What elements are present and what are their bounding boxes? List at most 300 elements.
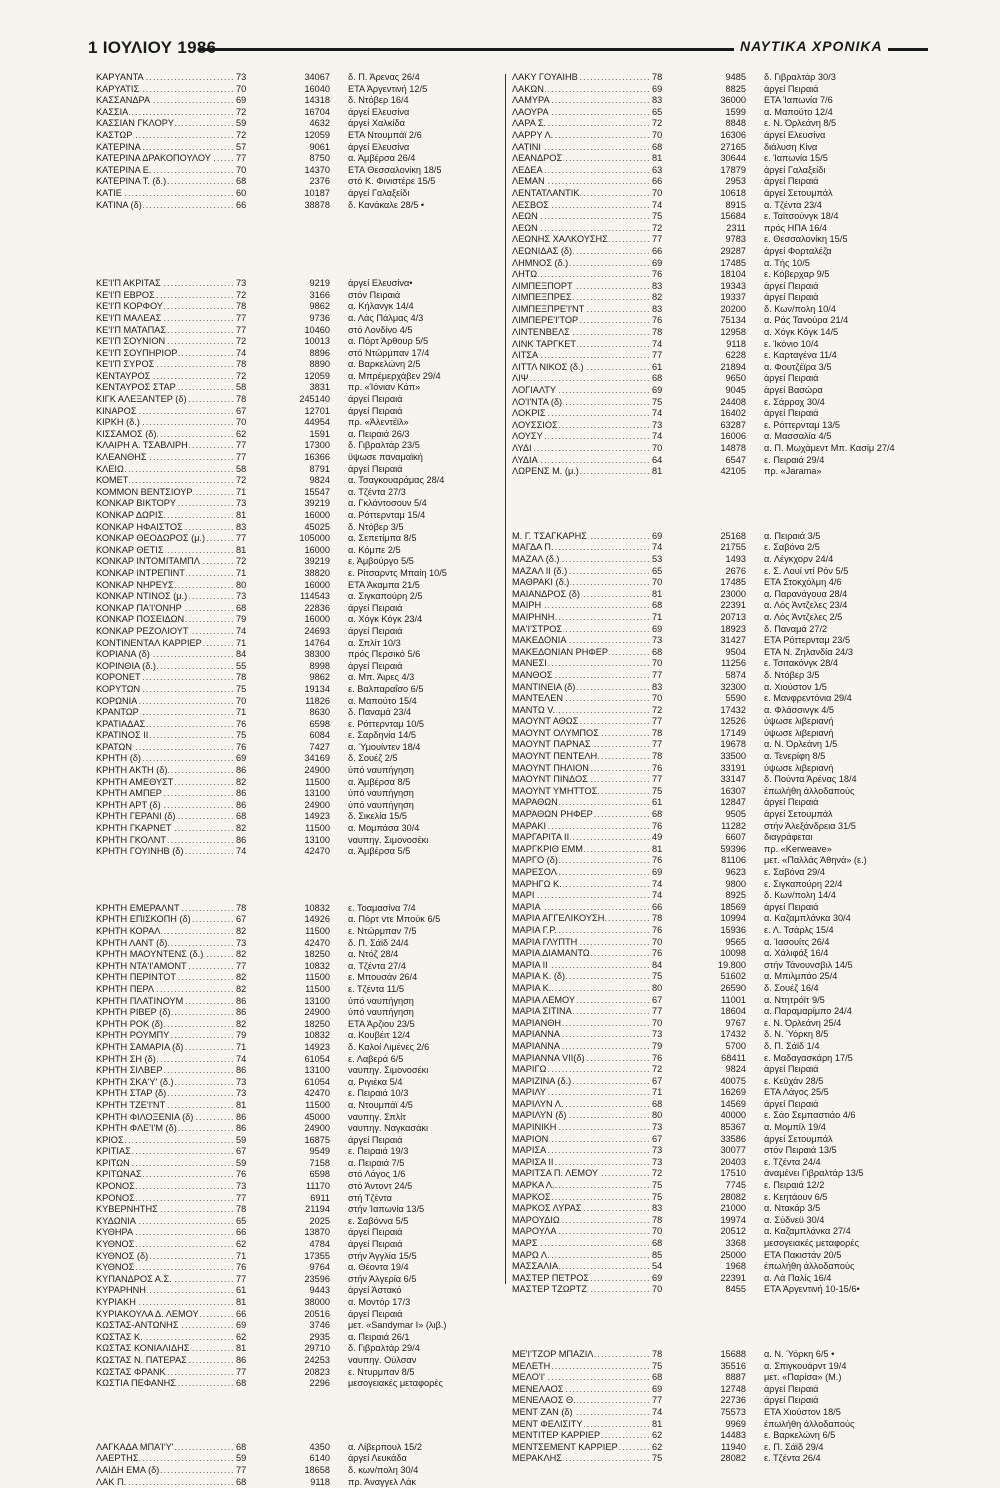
ship-status: α. Ριγιέκα 5/4 [348,1076,403,1087]
ship-year: 61 [652,361,663,372]
ship-status: α. Τής 10/5 [764,257,810,268]
ship-year: 78 [236,902,247,913]
ship-tonnage: 4350 [309,1441,330,1452]
ship-status: δ. Σουέζ 16/4 [764,982,819,993]
ship-name: ΜΑΟΥΝΤ ΟΛΥΜΠΟΣ ..... [512,728,650,740]
ship-row [96,1088,518,1100]
ship-name: ΚΡΗΤΗ ΡΟΚ (δ) ..... [96,1019,234,1031]
ship-row [96,1355,518,1367]
ship-row [512,72,934,84]
ship-status: α. Ντακάρ 3/5 [764,1203,821,1214]
ship-row [96,1378,518,1390]
ship-name: ΚΩΣΤΑΣ ΦΡΑΝΚ ..... [96,1367,234,1379]
ship-status: άργεί Σετουμπάλ [764,1133,833,1144]
ship-tonnage: 59396 [720,843,746,854]
ship-tonnage: 27165 [720,141,746,152]
ship-tonnage: 6084 [309,730,330,741]
ship-name: ΜΑΣΤΕΡ ΠΕΤΡΟΣ ..... [512,1273,650,1285]
ship-status: α. Φλάσσινγκ 4/5 [764,704,835,715]
ship-year: 78 [652,751,663,762]
ship-row [512,1087,934,1099]
ship-name: ΚΑΤΙΝΑ (δ) ..... [96,200,234,212]
ship-tonnage: 16000 [304,510,330,520]
ship-name: ΛΙΤΣΑ ..... [512,350,650,362]
ship-tonnage: 13100 [304,995,330,1006]
ship-name: ΚΡΗΤΗ ΡΙΒΕΡ (δ) ..... [96,1007,234,1019]
ship-tonnage: 8630 [309,707,330,718]
ship-tonnage: 7745 [725,1180,746,1191]
ship-row [512,431,934,443]
ship-year: 74 [236,1053,247,1064]
ship-name: ΜΑΡΗΓΩ Κ. ..... [512,879,650,891]
ship-row [96,603,518,615]
ship-year: 76 [652,762,663,773]
ship-row [512,531,934,543]
ship-row [96,118,518,130]
ship-row [96,72,518,84]
ship-year: 74 [236,846,247,857]
ship-tonnage: 10460 [304,324,330,335]
ship-name: ΜΕ'Ι'ΤΖΟΡ ΜΠΑΖΙΛ ..... [512,1349,650,1361]
ship-name: ΚΙΣΣΑΜΟΣ (δ) ..... [96,429,234,441]
ship-row [512,107,934,119]
ship-name: ΚΟΝΚΑΡ ΝΤΙΝΟΣ (μ.) ..... [96,591,234,603]
ship-row [512,397,934,409]
ship-status: άργεί Πειραιά [348,625,403,636]
ship-tonnage: 24900 [304,765,330,776]
ship-tonnage: 16402 [720,408,746,419]
ship-tonnage: 19678 [720,739,746,750]
ship-year: 74 [652,542,663,553]
ship-year: 75 [652,1180,663,1191]
ship-row [512,281,934,293]
ship-name: ΚΡΙΤΩΝ ..... [96,1158,234,1170]
ship-year: 79 [236,1030,247,1041]
ship-name: ΚΙΓΚ ΑΛΕΞΑΝΤΕΡ (δ) ..... [96,394,234,406]
ship-year: 86 [236,834,247,845]
ship-status: ε. Μανφρεντόνια 29/4 [764,693,852,704]
ship-tonnage: 10187 [304,187,330,198]
ship-year: 69 [652,83,663,94]
ship-status: α. Μοντόρ 17/3 [348,1297,411,1307]
ship-tonnage: 9824 [309,475,330,486]
ship-tonnage: 6228 [725,350,746,361]
ship-status: ε. Σάο Σεμπαστιάο 4/6 [764,1110,856,1121]
ship-tonnage: 9623 [725,867,746,877]
ship-status: άργεί Πειραιά [348,1308,403,1319]
ship-status: δ. Ντόβερ 3/5 [764,669,820,680]
ship-name: ΚΡΗΤΗ ΓΚΑΡΝΕΤ ..... [96,823,234,835]
ship-status: ύψωσε λιβεριανή [764,762,834,773]
ship-year: 77 [652,739,663,750]
ship-status: άργεί Πειραιά [764,1098,819,1109]
ship-row [512,1018,934,1030]
ship-year: 70 [236,83,247,94]
ship-name: ΛΑΡΑ Σ. ..... [512,118,650,130]
ship-year: 81 [236,1343,247,1354]
ship-year: 67 [652,994,663,1005]
ship-year: 68 [652,141,663,152]
ship-name: ΜΑΡΙΣΑ ..... [512,1145,650,1157]
ship-row [96,1465,518,1477]
ship-row [96,1112,518,1124]
ship-row [96,1442,518,1454]
ship-status: ε. Άμβούργο 5/5 [348,556,414,567]
ship-year: 73 [652,1145,663,1156]
ship-status: α. Σπιγκουάρντ 19/4 [764,1360,847,1371]
ship-status: α. Τενερίφη 8/5 [764,751,826,762]
ship-row [96,130,518,142]
ship-name: ΜΑΡΙΣΑ ΙΙ ..... [512,1157,650,1169]
ship-status: ε. Ίκόνιο 10/4 [764,338,819,349]
ship-row [96,301,518,313]
ship-tonnage: 26590 [720,982,746,993]
ship-row [96,153,518,165]
ship-tonnage: 85367 [720,1122,746,1133]
ship-row [512,902,934,914]
ship-name: ΚΕ'Ι'Π ΑΚΡΙΤΑΣ ..... [96,278,234,290]
ship-status: α. Πειραιά 26/1 [348,1331,410,1342]
ship-tonnage: 19134 [304,683,330,694]
ship-tonnage: 3166 [309,289,330,300]
ship-row [512,1099,934,1111]
ship-name: ΛΟΓΙΑΛΤΥ ..... [512,385,650,397]
ship-name: ΜΕΛΕΤΗ ..... [512,1361,650,1373]
ship-name: ΚΡΑΤΩΝ ..... [96,742,234,754]
ship-row [512,1134,934,1146]
ship-name: ΜΑΡΙΑΝΝΑ VII(δ) ..... [512,1053,650,1065]
ship-year: 73 [236,591,247,602]
ship-year: 86 [236,765,247,776]
ship-row [512,867,934,879]
ship-status: α. Σιγκαπούρη 2/5 [348,591,423,602]
ship-name: ΚΟΜΕΤ ..... [96,475,234,487]
ship-status: α. Κουβέιτ 12/4 [348,1030,411,1041]
ship-year: 77 [236,1464,247,1475]
ship-name: ΚΛΑΙΡΗ Α. ΤΣΑΒΛΙΡΗ ..... [96,440,234,452]
ship-row [96,188,518,200]
ship-tonnage: 12958 [720,327,746,338]
ship-tonnage: 16006 [720,431,746,442]
ship-tonnage: 68411 [721,1052,746,1063]
ship-status: α. Ντόζ 28/4 [348,949,399,960]
ship-tonnage: 12847 [720,797,746,808]
ship-tonnage: 8887 [725,1372,746,1383]
ship-row [512,913,934,925]
ship-name: ΜΕΝΤΙΤΕΡ ΚΑΡΡΙΕΡ ..... [512,1430,650,1442]
ship-row [96,176,518,188]
ship-row [512,948,934,960]
ship-status: α. Μασσαλία 4/5 [764,431,832,442]
ship-year: 80 [652,982,663,993]
ship-row [512,1226,934,1238]
ship-year: 74 [652,338,663,349]
ship-row [96,696,518,708]
ship-name: ΜΑΡΙΓΩ ..... [512,1064,650,1076]
ship-tonnage: 11500 [305,776,330,787]
ship-name: ΜΑΚΕΔΟΝΙΑΝ ΡΗΦΕΡ ..... [512,647,650,659]
ship-status: α. Θέοντα 19/4 [348,1262,409,1273]
ship-year: 78 [236,672,247,683]
ship-row [96,835,518,847]
ship-status: ε. Πειραιά 19/3 [348,1146,409,1157]
ship-name: ΛΑΚΥ ΓΟΥΑΙΗΒ ..... [512,72,650,84]
ship-row [512,925,934,937]
ship-name: ΚΥΘΝΟΣ ..... [96,1239,234,1251]
ship-name: ΚΩΣΤΑΣ ΚΟΝΙΑΛΙΔΗΣ ..... [96,1343,234,1355]
ship-status: α. Μαπούτο 12/4 [764,106,833,117]
ship-tonnage: 20516 [304,1308,330,1319]
ship-name: ΚΥΔΩΝΙΑ ..... [96,1216,234,1228]
ship-tonnage: 18250 [304,1018,330,1029]
ship-status: ΕΤΑ Πακιστάν 20/5 [764,1249,842,1260]
ship-tonnage: 22391 [720,600,746,611]
ship-year: 73 [236,1088,247,1099]
ship-year: 73 [652,635,663,646]
ship-tonnage: 5590 [725,693,746,704]
ship-status: άργεί Πειραιά [764,1064,819,1075]
ship-status: α. Πόρτ Άρθουρ 5/5 [348,336,429,347]
ship-row [512,844,934,856]
ship-name: ΜΑΟΥΝΤ ΥΜΗΤΤΟΣ ..... [512,786,650,798]
ship-status: α. Μομπίλ 19/4 [764,1122,826,1133]
ship-status: ε. Σαρδηνία 14/5 [348,730,417,741]
ship-row [512,1215,934,1227]
ship-row [96,278,518,290]
ship-name: ΜΑΡΙΑ Κ. ..... [512,983,650,995]
ship-name: ΛΟΚΡΙΣ ..... [512,408,650,420]
ship-year: 78 [236,1204,247,1215]
ship-name: ΜΑΚΕΔΟΝΙΑ ..... [512,635,650,647]
ship-status: ύπό ναυπήγηση [348,765,414,776]
ship-tonnage: 15684 [720,211,746,222]
ship-tonnage: 14878 [720,443,746,453]
ship-row [96,394,518,406]
ship-tonnage: 20823 [304,1366,330,1377]
ship-year: 83 [652,280,663,291]
ship-row [96,753,518,765]
ship-status: στόν Πειραιά [348,289,401,300]
ship-name: ΚΑΣΣΙΑ ..... [96,107,234,119]
ship-year: 78 [236,301,247,312]
ship-row [96,200,518,212]
ship-row [96,165,518,177]
ship-year: 77 [652,669,663,680]
ship-year: 81 [652,153,663,164]
ship-status: ΕΤΑ Ν. Ζηλανδία 24/3 [764,646,853,657]
ship-status: άργεί Γαλαξείδι [764,164,826,175]
ship-row [512,1076,934,1088]
ship-status: α. Παρανάγουα 28/4 [764,588,848,599]
ship-tonnage: 10994 [720,913,746,924]
ship-status: α. Λίβερπουλ 15/2 [348,1441,422,1452]
ship-year: 60 [236,187,247,198]
ship-status: ε. Σάρροχ 30/4 [764,396,825,407]
ship-tonnage: 6607 [725,832,746,843]
ship-name: ΛΑΓΚΑΔΑ ΜΠΑΊ'Υ' ..... [96,1442,234,1454]
ship-name: ΚΡΗΤΗ ΠΕΡΛ ..... [96,984,234,996]
ship-status: δ. Παναμά 27/2 [764,623,828,634]
ship-tonnage: 17300 [304,440,330,451]
ship-year: 84 [652,959,663,970]
ship-name: ΚΡΗΤΗ ΓΚΟΛΝΤ ..... [96,835,234,847]
ship-status: ε. Τζέντα 26/4 [764,1453,821,1464]
ship-year: 76 [652,924,663,935]
ship-tonnage: 9650 [725,373,746,384]
ship-year: 76 [236,718,247,729]
ship-name: ΛΕΩΝΙΔΑΣ (δ) ..... [512,246,650,258]
ship-row [96,949,518,961]
ship-year: 67 [652,1075,663,1086]
ship-tonnage: 14483 [720,1430,746,1441]
ship-row [96,1367,518,1379]
ship-name: ΛΙΤΤΛ ΝΙΚΟΣ (δ.) ..... [512,362,650,374]
ship-year: 75 [652,211,663,222]
ship-row [512,142,934,154]
ship-status: ε. Καρταγένα 11/4 [764,350,837,361]
ship-row [512,855,934,867]
ship-row [96,1320,518,1332]
ship-row [512,327,934,339]
ship-row [96,1019,518,1031]
ship-status: ε. Ίαπωνία 15/5 [764,153,828,164]
ship-name: ΚΡΟΝΟΣ ..... [96,1193,234,1205]
ship-name: ΚΕ'Ι'Π ΣΟΥΠΗΡΙΟΡ ..... [96,348,234,360]
ship-status: ύπό ναυπήγηση [348,799,414,810]
ship-year: 86 [236,995,247,1006]
ship-row [512,1273,934,1285]
ship-tonnage: 11500 [305,1099,330,1110]
ship-tonnage: 9565 [725,936,746,947]
ship-row [96,1297,518,1309]
ship-status: άργεί Χαλκίδα [348,118,405,129]
ship-tonnage: 7427 [309,741,330,752]
ship-year: 81 [236,544,247,555]
ship-tonnage: 105000 [299,533,330,544]
ship-name: ΛΑΟΥΡΑ ..... [512,107,650,119]
ship-status: α. Καζαμπλάνκα 27/4 [764,1226,851,1237]
ship-row [512,315,934,327]
ship-tonnage: 13100 [304,834,330,845]
ship-name: ΚΡΑΤΙΑΔΑΣ ..... [96,719,234,731]
ship-year: 66 [236,1308,247,1319]
ship-year: 69 [652,867,663,877]
ship-year: 76 [236,1169,247,1180]
ship-row [96,1251,518,1263]
ship-year: 74 [236,625,247,636]
ship-year: 68 [652,809,663,820]
ship-year: 62 [236,1239,247,1250]
ship-row [96,1477,518,1488]
ship-name: ΜΑΣΤΕΡ ΤΖΩΡΤΖ ..... [512,1284,650,1296]
ship-status: α. Χάλιφάξ 16/4 [764,948,829,959]
ship-status: άργεί Πειραιά [764,1383,819,1394]
ship-tonnage: 24408 [720,396,746,407]
ship-status: άργεί Πειραιά [764,373,819,384]
ship-year: 82 [236,926,247,936]
ship-name: ΛΥΔΙΑ ..... [512,455,650,467]
ship-row [512,1041,934,1053]
ship-name: ΚΡΗΤΗ ΓΟΥΙΝΗΒ (δ) ..... [96,846,234,858]
ship-name: ΚΕ'Ι'Π ΣΟΥΝΙΟΝ ..... [96,336,234,348]
ship-year: 70 [652,1226,663,1237]
ship-year: 66 [652,245,663,256]
ship-name: ΜΑΡΙΝΙΚΗ ..... [512,1122,650,1134]
ship-name: ΚΟΡΙΝΘΙΑ (δ.) ..... [96,661,234,673]
ship-row [512,408,934,420]
ship-status: στό Ντώρμπαν 17/4 [348,347,430,358]
ship-row [512,1053,934,1065]
ship-name: ΜΕΛΟ'Ι' ..... [512,1372,650,1384]
ship-name: ΚΩΣΤΙΑ ΠΕΦΑΝΗΣ ..... [96,1378,234,1390]
ship-status: στήν Τάνουνσβιλ 14/5 [764,959,853,970]
ship-name: ΛΟΥΣΥ ..... [512,431,650,443]
ship-year: 76 [652,820,663,831]
ship-name: ΜΑΡΙΑ Γ.Ρ. ..... [512,925,650,937]
ship-status: δ. Κων/πολη 14/4 [764,890,836,901]
ship-row [96,464,518,476]
ship-status: πρός ΗΠΑ 16/4 [764,222,827,233]
header-rule [198,48,734,51]
ship-year: 69 [652,385,663,396]
ship-name: ΜΑΡΙΛΥ ..... [512,1087,650,1099]
ship-status: α. Λός Άντζελες 23/4 [764,600,848,611]
ship-tonnage: 9118 [726,338,746,349]
ship-status: άργεί Πειραιά [348,1239,403,1250]
ship-status: ε. Ταϊτσούνγκ 18/4 [764,211,839,222]
ship-tonnage: 8791 [309,463,330,474]
ship-row [96,429,518,441]
ship-year: 77 [236,153,247,164]
ship-status: άργεί Πειραιά [348,602,403,613]
ship-year: 76 [652,855,663,866]
ship-row [512,960,934,972]
ship-year: 83 [652,95,663,106]
ship-status: α. Ρόττερνταμ 15/4 [348,510,426,520]
ship-tonnage: 9118 [310,1476,330,1487]
ship-status: πρ. Άναγγελ Λάκ [348,1476,416,1487]
ship-name: ΜΑΡΑΚΙ ..... [512,821,650,833]
ship-row [512,1361,934,1373]
ship-status: α. Χιούστον 1/5 [764,681,827,692]
ship-name: ΚΑΤΕΡΙΝΑ Τ. (δ.) ..... [96,176,234,188]
ship-year: 75 [652,971,663,982]
ship-tonnage: 34169 [304,753,330,764]
ship-tonnage: 6547 [725,454,746,465]
ship-status: δ. Κανάκαλε 28/5 • [348,199,425,210]
ship-status: ΕΤΑ Ντουμπάϊ 2/6 [348,129,422,140]
ship-name: ΜΑΖΑΛ ΙΙ (δ.) ..... [512,566,650,578]
ship-tonnage: 33147 [720,774,746,785]
ship-status: ε. Σαβόννα 5/5 [348,1215,409,1226]
ship-status: ε. Π. Σάϊδ 29/4 [764,1441,824,1452]
ship-row [96,522,518,534]
ship-row [96,1065,518,1077]
ship-year: 59 [236,1157,247,1168]
ship-status: άργεί Βασώρα [764,385,823,396]
ship-tonnage: 33191 [720,762,746,773]
ship-year: 73 [236,278,247,289]
ship-row [512,176,934,188]
ship-status: ε. Ντώρμπαν 7/5 [348,926,417,936]
ship-tonnage: 32300 [720,681,746,692]
ship-status: α. Λά Παλίς 16/4 [764,1272,832,1283]
ship-status: ε. Κεϋχάν 28/5 [764,1075,824,1086]
ship-status: ϋψωσε παναμαϊκή [348,452,423,463]
ship-row [512,1261,934,1273]
ship-year: 73 [652,1029,663,1040]
ship-name: ΜΑΡΚΑ Λ. ..... [512,1180,650,1192]
